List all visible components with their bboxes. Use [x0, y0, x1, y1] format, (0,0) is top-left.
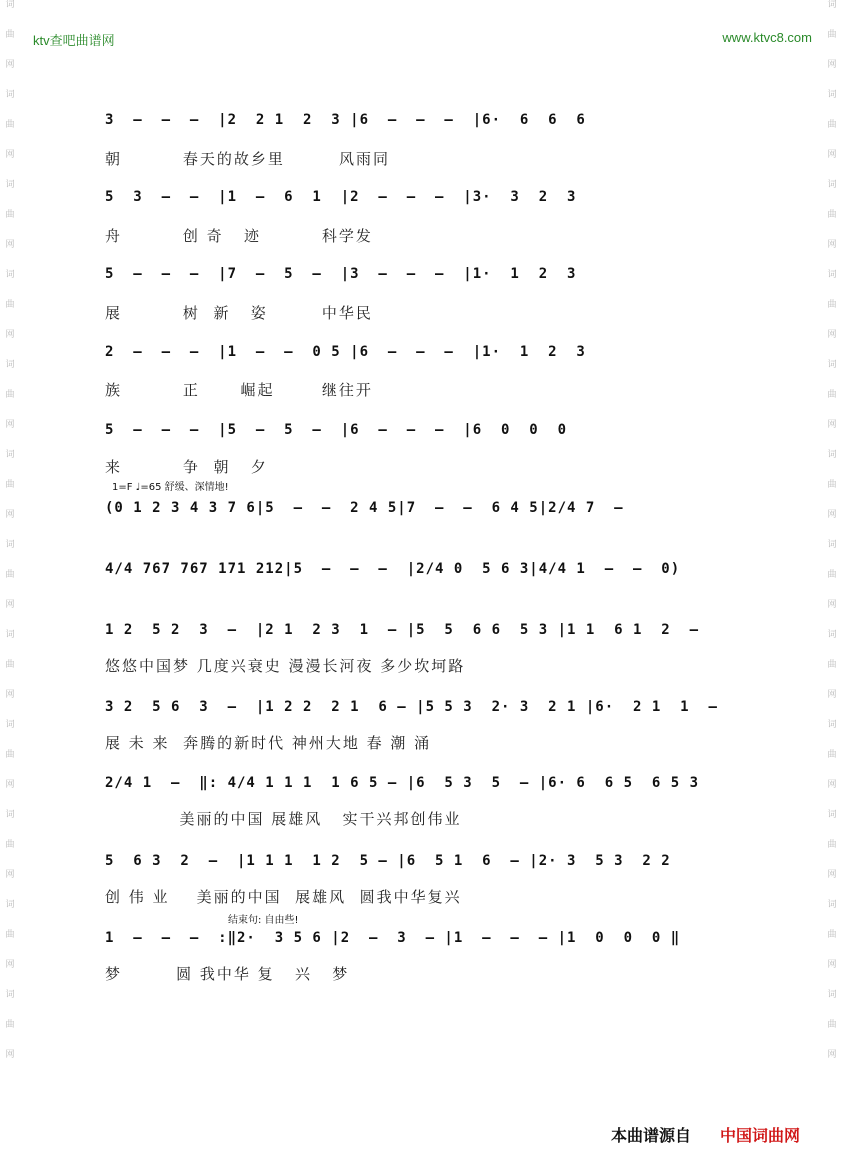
header-site-url[interactable]: www.ktvc8.com	[722, 30, 812, 45]
notation-row-6: (0 1 2 3 4 3 7 6|5 – – 2 4 5|7 – – 6 4 5|2/4 7 –	[105, 500, 624, 516]
lyric-row-9: 展 未 来 奔腾的新时代 神州大地 春 潮 涌	[105, 734, 432, 752]
watermark-left: 词 曲 网 词 曲 网 词 曲 网 词 曲 网 词 曲 网 词 曲 网 词 曲 网 词 曲 网 词 曲 网 词 曲 网 词 曲 网 词 曲 网	[5, 0, 15, 1060]
notation-row-1: 3 – – – |2 2 1 2 3 |6 – – – |6· 6 6 6	[105, 112, 586, 128]
notation-row-10: 2/4 1 – ‖: 4/4 1 1 1 1 6 5 – |6 5 3 5 – |6· 6 6 5 6 5 3	[105, 775, 700, 791]
watermark-right: 词 曲 网 词 曲 网 词 曲 网 词 曲 网 词 曲 网 词 曲 网 词 曲 网 词 曲 网 词 曲 网 词 曲 网 词 曲 网 词 曲 网	[827, 0, 837, 1060]
lyric-row-1: 朝 春天的故乡里 风雨同	[105, 150, 391, 168]
notation-row-8: 1 2 5 2 3 – |2 1 2 3 1 – |5 5 6 6 5 3 |1 1 6 1 2 –	[105, 622, 700, 638]
lyric-row-11: 创 伟 业 美丽的中国 展雄风 圆我中华复兴	[105, 888, 462, 906]
footer-source-label: 本曲谱源自	[611, 1126, 692, 1145]
lyric-row-3: 展 树 新 姿 中华民	[105, 304, 373, 322]
lyric-row-4: 族 正 崛起 继往开	[105, 381, 373, 399]
tempo-marking: 1=F ♩=65 舒缓、深情地!	[112, 482, 229, 493]
header-site-name[interactable]: ktv查吧曲谱网	[33, 33, 115, 48]
notation-row-9: 3 2 5 6 3 – |1 2 2 2 1 6 – |5 5 3 2· 3 2 1 |6· 2 1 1 –	[105, 699, 718, 715]
lyric-row-8: 悠悠中国梦 几度兴衰史 漫漫长河夜 多少坎坷路	[105, 657, 466, 675]
footer-site-link[interactable]: 中国词曲网	[720, 1126, 801, 1145]
notation-row-2: 5 3 – – |1 – 6 1 |2 – – – |3· 3 2 3	[105, 189, 577, 205]
notation-row-5: 5 – – – |5 – 5 – |6 – – – |6 0 0 0	[105, 422, 568, 438]
notation-row-12: 1 – – – :‖2· 3 5 6 |2 – 3 – |1 – – – |1 0 0 0 ‖	[105, 930, 681, 946]
lyric-row-10: 美丽的中国 展雄风 实干兴邦创伟业	[105, 810, 462, 828]
notation-row-4: 2 – – – |1 – – 0 5 |6 – – – |1· 1 2 3	[105, 344, 586, 360]
notation-row-11: 5 6 3 2 – |1 1 1 1 2 5 – |6 5 1 6 – |2· 3 5 3 2 2	[105, 853, 671, 869]
lyric-row-12: 梦 圆 我中华 复 兴 梦	[105, 965, 350, 983]
lyric-row-2: 舟 创 奇 迹 科学发	[105, 227, 373, 245]
ending-note: 结束句: 自由些!	[228, 915, 299, 926]
lyric-row-5: 来 争 朝 夕	[105, 458, 268, 476]
notation-row-7: 4/4 767 767 171 212|5 – – – |2/4 0 5 6 3|4/4 1 – – 0)	[105, 561, 681, 577]
notation-row-3: 5 – – – |7 – 5 – |3 – – – |1· 1 2 3	[105, 266, 577, 282]
